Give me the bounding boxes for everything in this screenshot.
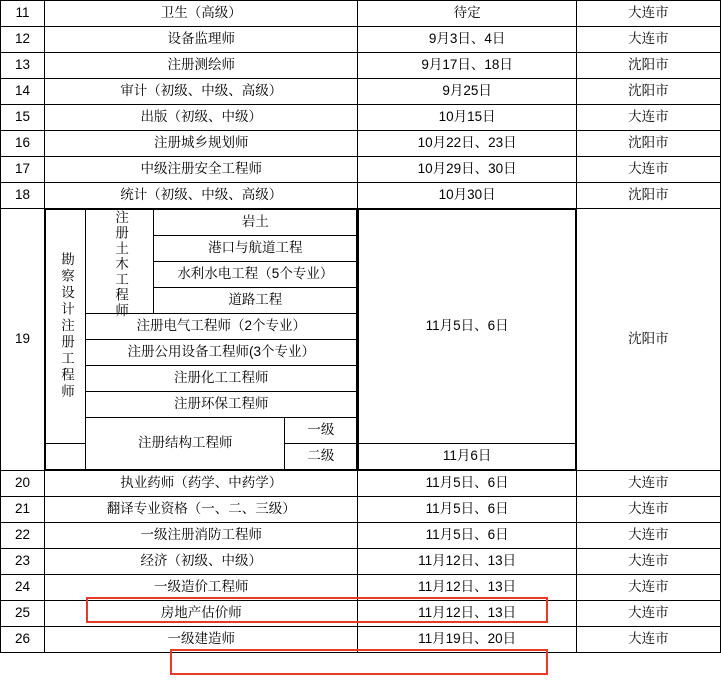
exam-city: 大连市 (576, 601, 720, 627)
table-row (1, 157, 721, 183)
exam-city: 大连市 (576, 105, 720, 131)
exam-date: 9月25日 (358, 79, 576, 105)
exam-city: 大连市 (576, 575, 720, 601)
exam-city: 大连市 (576, 523, 720, 549)
nested-row (46, 366, 357, 392)
spacer-cell (46, 444, 86, 470)
table-row (1, 105, 721, 131)
exam-name: 统计（初级、中级、高级） (45, 183, 358, 209)
structural-level: 一级 (285, 418, 357, 444)
exam-date: 11月5日、6日 (359, 210, 575, 444)
row-number: 20 (1, 471, 45, 497)
exam-name: 注册城乡规划师 (45, 131, 358, 157)
exam-date: 11月12日、13日 (358, 601, 576, 627)
table-row (1, 601, 721, 627)
nested-item: 岩土 (154, 210, 357, 236)
exam-city: 大连市 (576, 1, 720, 27)
discipline-vertical-label: 勘察设计注册工程师 (46, 210, 86, 444)
nested-row (46, 392, 357, 418)
exam-date: 10月30日 (358, 183, 576, 209)
table-row-group-19 (1, 209, 721, 471)
exam-city: 沈阳市 (576, 79, 720, 105)
nested-row (359, 210, 575, 444)
exam-date: 10月22日、23日 (358, 131, 576, 157)
exam-date: 11月6日 (359, 444, 575, 470)
table-row (1, 1, 721, 27)
nested-item: 港口与航道工程 (154, 236, 357, 262)
row-number: 12 (1, 27, 45, 53)
exam-name: 出版（初级、中级） (45, 105, 358, 131)
structural-engineer-label: 注册结构工程师 (86, 418, 285, 470)
table-row (1, 471, 721, 497)
row-number: 24 (1, 575, 45, 601)
exam-name: 中级注册安全工程师 (45, 157, 358, 183)
exam-name: 一级造价工程师 (45, 575, 358, 601)
row-number: 16 (1, 131, 45, 157)
row-number: 11 (1, 1, 45, 27)
row-number: 21 (1, 497, 45, 523)
nested-row (46, 314, 357, 340)
exam-city: 大连市 (576, 27, 720, 53)
exam-city: 沈阳市 (576, 209, 720, 471)
nested-item: 道路工程 (154, 288, 357, 314)
exam-city: 大连市 (576, 549, 720, 575)
nested-row (46, 210, 357, 236)
structural-level: 二级 (285, 444, 357, 470)
exam-city: 大连市 (576, 627, 720, 653)
nested-date-list (358, 209, 575, 470)
exam-date: 11月5日、6日 (358, 497, 576, 523)
exam-city: 大连市 (576, 157, 720, 183)
nested-item: 注册电气工程师（2个专业） (86, 314, 357, 340)
exam-date: 11月5日、6日 (358, 471, 576, 497)
exam-city: 沈阳市 (576, 53, 720, 79)
table-row (1, 53, 721, 79)
exam-name: 审计（初级、中级、高级） (45, 79, 358, 105)
table-row (1, 131, 721, 157)
table-row (1, 523, 721, 549)
nested-item: 注册化工工程师 (86, 366, 357, 392)
nested-item: 注册公用设备工程师(3个专业） (86, 340, 357, 366)
exam-name: 翻译专业资格（一、二、三级） (45, 497, 358, 523)
nested-item: 注册环保工程师 (86, 392, 357, 418)
nested-exam-list (45, 209, 357, 470)
row-number: 14 (1, 79, 45, 105)
table-row (1, 549, 721, 575)
exam-city: 大连市 (576, 497, 720, 523)
row-number: 25 (1, 601, 45, 627)
exam-date: 11月5日、6日 (358, 523, 576, 549)
nested-row (46, 340, 357, 366)
exam-date: 10月15日 (358, 105, 576, 131)
table-row (1, 79, 721, 105)
exam-date: 待定 (358, 1, 576, 27)
civil-engineer-label: 注册土木工程师 (86, 210, 154, 314)
table-row-highlighted (1, 627, 721, 653)
exam-date: 11月12日、13日 (358, 575, 576, 601)
exam-name-group (45, 209, 358, 471)
exam-city: 大连市 (576, 471, 720, 497)
exam-city: 沈阳市 (576, 183, 720, 209)
row-number: 23 (1, 549, 45, 575)
exam-name: 设备监理师 (45, 27, 358, 53)
exam-name: 卫生（高级） (45, 1, 358, 27)
table-body (1, 1, 721, 653)
exam-name: 一级建造师 (45, 627, 358, 653)
table-row-highlighted (1, 575, 721, 601)
row-number: 19 (1, 209, 45, 471)
exam-date: 11月19日、20日 (358, 627, 576, 653)
exam-date: 9月17日、18日 (358, 53, 576, 79)
table-row (1, 497, 721, 523)
row-number: 22 (1, 523, 45, 549)
nested-item: 水利水电工程（5个专业） (154, 262, 357, 288)
table-row (1, 27, 721, 53)
exam-name: 经济（初级、中级） (45, 549, 358, 575)
row-number: 26 (1, 627, 45, 653)
exam-city: 沈阳市 (576, 131, 720, 157)
table-row (1, 183, 721, 209)
exam-name: 执业药师（药学、中药学） (45, 471, 358, 497)
row-number: 13 (1, 53, 45, 79)
row-number: 15 (1, 105, 45, 131)
exam-name: 一级注册消防工程师 (45, 523, 358, 549)
nested-row (46, 418, 357, 444)
row-number: 18 (1, 183, 45, 209)
exam-date-group (358, 209, 576, 471)
nested-row (359, 444, 575, 470)
exam-name: 注册测绘师 (45, 53, 358, 79)
exam-name: 房地产估价师 (45, 601, 358, 627)
row-number: 17 (1, 157, 45, 183)
exam-date: 9月3日、4日 (358, 27, 576, 53)
exam-date: 11月12日、13日 (358, 549, 576, 575)
exam-date: 10月29日、30日 (358, 157, 576, 183)
